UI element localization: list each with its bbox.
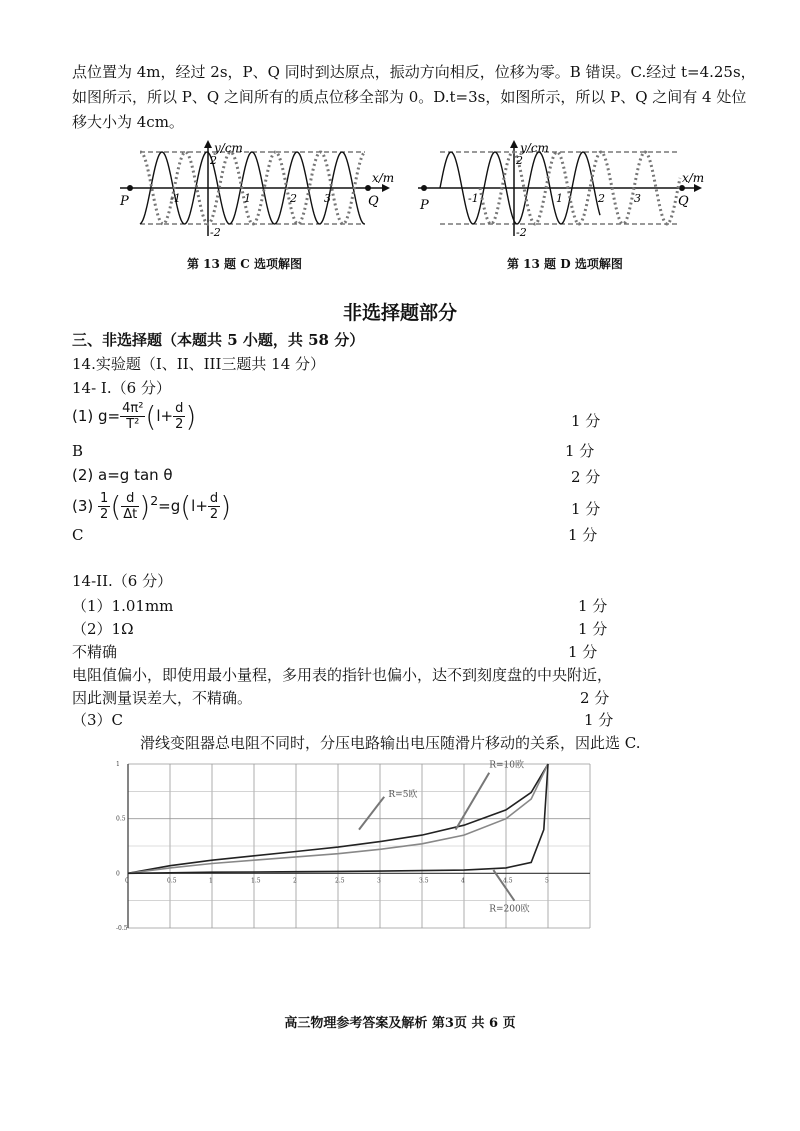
q14-1-item1-score: 1 分 (571, 412, 601, 430)
y-tick-label-2: 0 (116, 870, 120, 878)
series-label-arrow-0 (359, 797, 384, 830)
intro-line-3: 移大小为 4cm。 (72, 113, 184, 131)
series-label-arrow-1 (456, 773, 490, 830)
figure-d-label-x2: 2 (598, 192, 605, 205)
q14-2-head: 14-II.（6 分） (72, 572, 173, 590)
voltage-divider-chart (110, 756, 610, 936)
figure-c-ylabel: y/cm (214, 141, 243, 155)
formula-3-d-num: d (121, 491, 139, 507)
q14-1-formula-3: (3) $\frac{1}{2}$ ( $\frac{d}{\Delta t}$ )$^2$=g(l+ $\frac{d}{2}$ ) (72, 490, 232, 523)
chart-tick-labels (116, 761, 549, 932)
series-label-2: R=200欧 (489, 904, 530, 915)
figure-d-label-y2: 2 (516, 154, 523, 167)
q14-2-item3-score: 1 分 (584, 711, 614, 729)
figure-c-label-p: P (120, 194, 129, 209)
x-tick-label-7: 3.5 (419, 877, 429, 885)
q14-1-formula-1: (1) g= $\frac{\text{4π²}}{\text{T²}}$ (l+ $\frac{d}{2}$ ) (72, 400, 197, 433)
formula-1-label: (1) g= (72, 407, 121, 425)
figure-d-ylabel: y/cm (520, 141, 549, 155)
chart-series-labels (359, 758, 530, 914)
x-tick-label-0: 0 (125, 877, 129, 885)
q14-2-item2: （2）1Ω (72, 620, 134, 638)
page-footer: 高三物理参考答案及解析 第3页 共 6 页 (284, 1016, 516, 1031)
figure-c-y-arrow (204, 140, 212, 148)
q14-1-answer-b-score: 1 分 (565, 442, 595, 460)
figure-d-wave-diagram (410, 138, 710, 248)
formula-3-eq: =g (158, 497, 181, 515)
q14-1-answer-c-score: 1 分 (568, 526, 598, 544)
figure-c-label-q: Q (368, 194, 379, 209)
chart-grid (128, 764, 590, 928)
formula-3-square: 2 (150, 493, 159, 508)
intro-line-1: 点位置为 4m，经过 2s，P、Q 同时到达原点，振动方向相反，位移为零。B 错误。C.经过 t=4.25s， (72, 63, 756, 81)
q14-2-item2-score: 1 分 (578, 620, 608, 638)
figure-d-point-p (421, 185, 427, 191)
x-tick-label-8: 4 (461, 877, 465, 885)
q14-1-answer-b: B (72, 442, 84, 460)
figure-d-x-arrow (694, 184, 702, 192)
figure-c-label-xm1: -1 (170, 192, 181, 205)
section-title: 非选择题部分 (342, 302, 457, 324)
q14-2-reason-2: 因此测量误差大，不精确。 (72, 689, 253, 707)
formula-3-half-den: 2 (100, 507, 109, 522)
formula-1-fraction (120, 401, 145, 432)
series-label-0: R=5欧 (388, 789, 418, 800)
q14-2-explain: 滑线变阻器总电阻不同时，分压电路输出电压随滑片移动的关系，因此选 C. (140, 734, 641, 752)
formula-3-half (98, 491, 110, 522)
y-tick-label-0: 1 (116, 761, 120, 768)
x-tick-label-3: 1.5 (251, 877, 261, 885)
series-label-arrow-2 (493, 870, 514, 901)
q14-2-item1-score: 1 分 (578, 597, 608, 615)
figure-d-caption: 第 13 题 D 选项解图 (507, 257, 623, 271)
q14-intro: 14.实验题（I、II、III三题共 14 分） (72, 355, 326, 373)
q14-1-item3-score: 1 分 (571, 500, 601, 518)
figure-d-label-ym2: -2 (516, 226, 527, 239)
figure-c-caption: 第 13 题 C 选项解图 (187, 257, 302, 271)
formula-3-d2-den: 2 (209, 507, 219, 522)
figure-d-label-x3: 3 (634, 192, 641, 205)
figure-d-label-q: Q (678, 194, 689, 209)
formula-1-den: T² (126, 417, 140, 432)
q14-2-item3: （3）C (72, 711, 124, 729)
x-tick-label-5: 2.5 (335, 877, 345, 885)
formula-3-l: l+ (191, 497, 208, 515)
figure-d-label-x1: 1 (556, 192, 563, 205)
formula-3-d2 (208, 491, 220, 522)
part3-heading: 三、非选择题（本题共 5 小题，共 58 分） (72, 331, 365, 349)
q14-1-head: 14- I.（6 分） (72, 379, 171, 397)
figure-c-point-q (365, 185, 371, 191)
figure-c-label-y2: 2 (210, 154, 217, 167)
figure-c-label-x3: 3 (324, 192, 331, 205)
y-tick-label-3: -0.5 (116, 925, 128, 932)
figure-d-point-q (679, 185, 685, 191)
x-tick-label-6: 3 (377, 877, 381, 885)
figure-d-y-arrow (510, 140, 518, 148)
formula-1-l: l+ (156, 407, 174, 425)
q14-2-not-precise-score: 1 分 (568, 643, 598, 661)
figure-d-label-p: P (420, 198, 429, 213)
x-tick-label-10: 5 (545, 877, 549, 885)
formula-3-label: (3) (72, 497, 94, 515)
q14-1-item2: (2) a=g tan θ (72, 466, 173, 484)
formula-1-d-fraction (173, 401, 185, 432)
figure-c-label-ym2: -2 (210, 226, 221, 239)
formula-3-d2-num: d (208, 491, 220, 507)
q14-1-item2-score: 2 分 (571, 468, 601, 486)
figure-c-xlabel: x/m (372, 171, 395, 185)
figure-d-xlabel: x/m (682, 171, 705, 185)
x-tick-label-4: 2 (293, 877, 297, 885)
q14-2-reason-1: 电阻值偏小，即使用最小量程，多用表的指针也偏小，达不到刻度盘的中央附近， (72, 666, 613, 684)
x-tick-label-1: 0.5 (167, 877, 177, 885)
x-tick-label-9: 4.5 (503, 877, 513, 885)
figure-c-label-x2: 2 (290, 192, 297, 205)
y-tick-label-1: 0.5 (116, 815, 126, 823)
figure-c-label-x1: 1 (244, 192, 251, 205)
formula-3-d-dt (121, 491, 139, 522)
figure-c-wave-diagram (110, 138, 400, 248)
formula-3-half-num: 1 (100, 491, 109, 506)
x-tick-label-2: 1 (209, 877, 213, 885)
series-label-1: R=10欧 (489, 760, 524, 771)
q14-2-not-precise: 不精确 (72, 643, 118, 661)
formula-1-d-num: d (173, 401, 185, 417)
q14-2-reason-score: 2 分 (580, 689, 610, 707)
q14-2-item1: （1）1.01mm (72, 597, 174, 615)
formula-3-dt-den: Δt (123, 507, 138, 522)
figure-c-x-arrow (382, 184, 390, 192)
q14-1-answer-c: C (72, 526, 84, 544)
figure-d-label-xm1: -1 (468, 192, 479, 205)
formula-1-num: 4π² (122, 401, 144, 416)
formula-1-d-den: 2 (175, 417, 184, 432)
figure-c-point-p (127, 185, 133, 191)
intro-line-2: 如图所示，所以 P、Q 之间所有的质点位移全部为 0。D.t=3s，如图所示，所以 P、Q 之间有 4 处位 (72, 88, 747, 106)
